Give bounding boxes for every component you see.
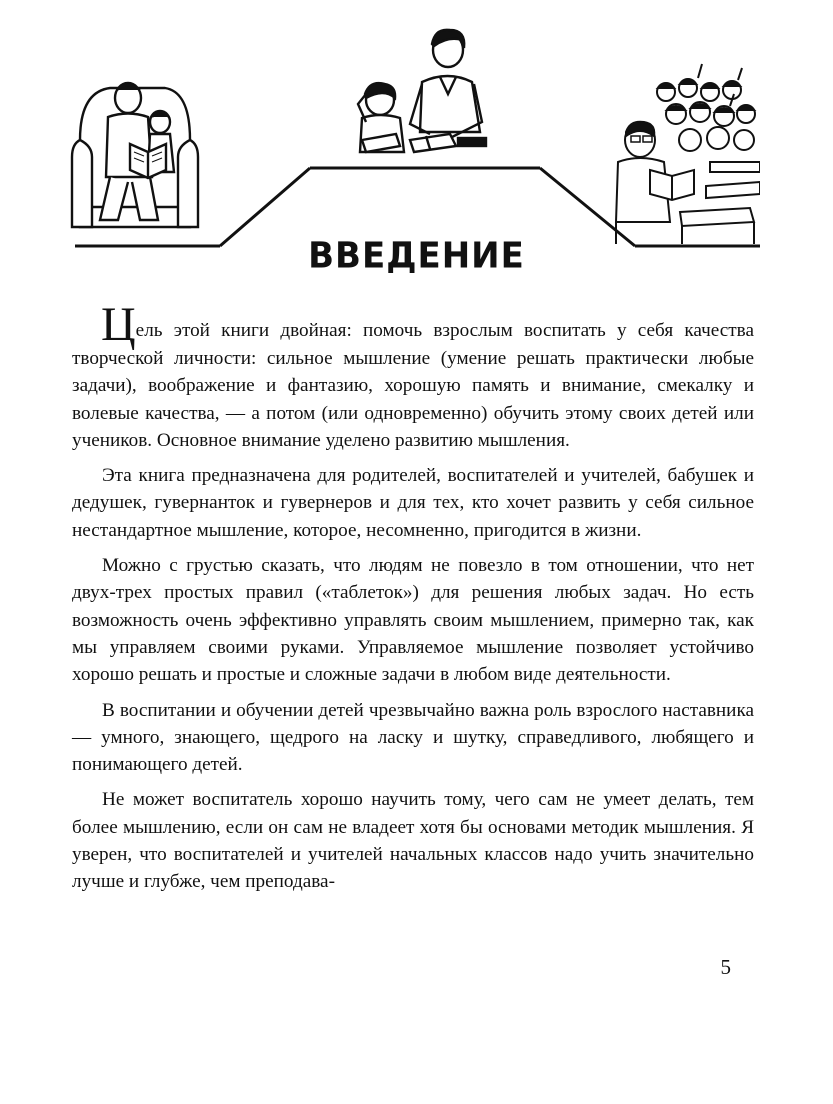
paragraph [72,552,754,688]
paragraph [72,786,754,895]
paragraph [72,697,754,779]
teacher-helping-student-icon [358,30,486,152]
paragraph-text: В воспитании и обучении детей чрезвычайно важна роль взрослого наставника — умного, знающего, щедрого на ласку и шутку, справедливого, любящего и понимающего детей. [72,699,754,776]
paragraph-text: Можно с грустью сказать, что людям не повезло в том отношении, что нет двух-трех простых правил («таблеток») для решения любых задач. Но есть возможность очень эффективно управлять своим мышлением, примерно так, как мы управляем своими руками. Управляемое мышление позволяет устойчиво хорошо решать и простые и сложные задачи в любом виде деятельности. [72,555,754,686]
parent-reading-to-child-icon [72,83,198,227]
paragraph-text: ель этой книги двойная: помочь взрослым воспитать у себя качества творческой личности: сильное мышление (умение решать практически любые задачи), воображение и фантазию, хорошую память и внимание, смекалку и волевые качества, — а потом (или одновременно) обучить этому своих детей или учеников. Основное внимание уделено развитию мышления. [72,320,754,451]
teacher-with-classroom-icon [616,64,760,244]
paragraph [72,298,754,454]
paragraph [72,462,754,544]
chapter-title: ВВЕДЕНИЕ [308,235,525,277]
paragraph-text: Не может воспитатель хорошо научить тому, чего сам не умеет делать, тем более мышлению, если он сам не владеет хотя бы основами методик мышления. Я уверен, что воспитателей и учителей начальных классов надо учить значительно лучше и глубже, чем преподава- [72,789,754,893]
body-text [72,298,754,904]
page-number: 5 [720,955,731,979]
drop-cap: Ц [101,298,136,351]
paragraph-text: Эта книга предназначена для родителей, воспитателей и учителей, бабушек и дедушек, гувернанток и гувернеров и для тех, кто хочет развить у себя сильное нестандартное мышление, которое, несомненно, пригодится в жизни. [72,465,754,541]
header-illustration [70,22,760,262]
